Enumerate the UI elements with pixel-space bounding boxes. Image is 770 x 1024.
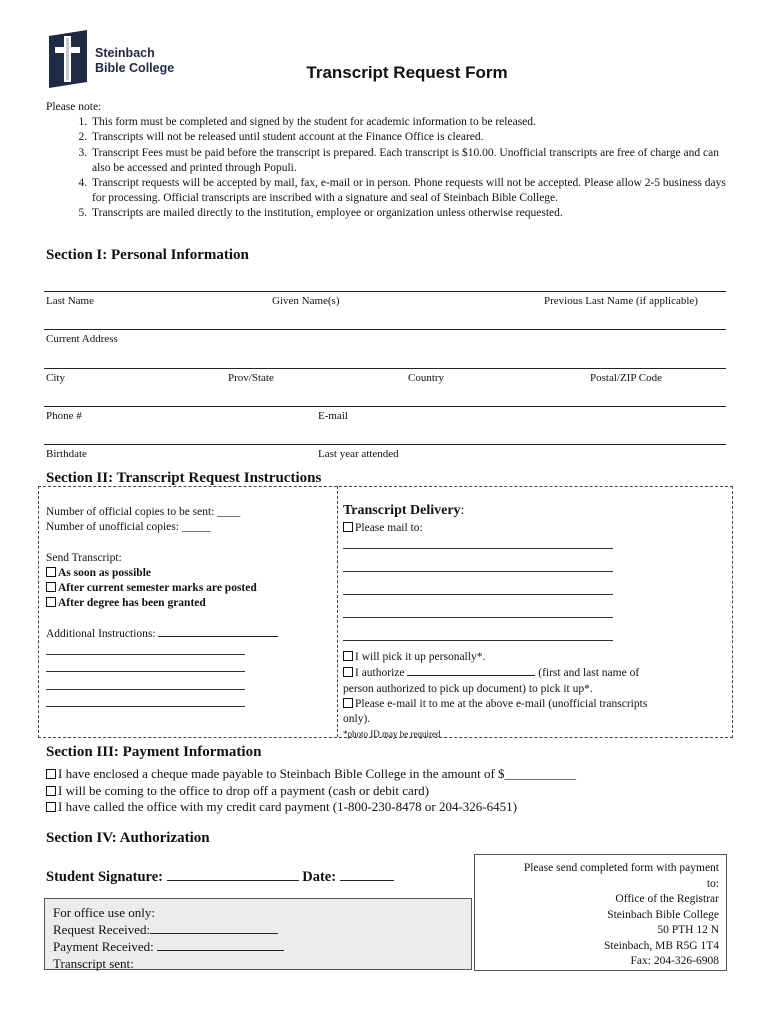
option-label: I have called the office with my credit card payment (1-800-230-8478 or 204-326-6451): [58, 799, 517, 814]
transcript-sent-label: Transcript sent:: [53, 956, 134, 971]
request-received-row: [53, 921, 471, 938]
mail-address-line[interactable]: [343, 594, 613, 595]
payment-options: [46, 766, 576, 816]
section1-heading: Section I: Personal Information: [46, 247, 249, 263]
additional-line[interactable]: [46, 671, 245, 672]
option-mail[interactable]: [343, 521, 423, 536]
current-address-field[interactable]: Current Address: [46, 333, 118, 345]
payment-received-label: Payment Received:: [53, 939, 154, 954]
send-to-line: Fax: 204-326-6908: [630, 955, 719, 967]
mail-address-line[interactable]: [343, 548, 613, 549]
note-item: 5. Transcripts are mailed directly to the institution, employee or organization unless otherwise requested.: [90, 206, 726, 221]
request-received-label: Request Received:: [53, 922, 151, 937]
section2-heading: Section II: Transcript Request Instructions: [46, 470, 322, 486]
previous-last-name-field[interactable]: Previous Last Name (if applicable): [544, 295, 698, 307]
phone-field[interactable]: Phone #: [46, 410, 82, 422]
birthdate-field[interactable]: Birthdate: [46, 448, 87, 460]
rule: [44, 329, 726, 330]
send-to-line: Office of the Registrar: [615, 893, 719, 905]
note-item: 3. Transcript Fees must be paid before the transcript is prepared. Each transcript is $10.00. Unofficial transcripts are free of charge and can also be accessed and printed through Populi.: [90, 146, 726, 176]
option-after-degree[interactable]: [46, 596, 331, 611]
option-office-drop[interactable]: [46, 783, 576, 800]
option-asap[interactable]: [46, 566, 331, 581]
option-label: I have enclosed a cheque made payable to Steinbach Bible College in the amount of $___________: [58, 766, 577, 781]
send-to-line: 50 PTH 12 N: [657, 924, 719, 936]
additional-line[interactable]: [46, 689, 245, 690]
notes: [46, 100, 726, 222]
mail-address-line[interactable]: [343, 571, 613, 572]
option-label-cont: only).: [343, 713, 371, 726]
option-label-cont: person authorized to pick up document) to pick it up*.: [343, 682, 593, 695]
checkbox-icon[interactable]: [343, 667, 353, 677]
option-label: I will be coming to the office to drop off a payment (cash or debit card): [58, 782, 429, 798]
college-name-line1: Steinbach: [95, 46, 155, 60]
option-authorize[interactable]: [343, 665, 723, 681]
country-field[interactable]: Country: [408, 372, 445, 384]
send-to-box: [474, 854, 727, 971]
option-label: I authorize: [355, 667, 405, 680]
checkbox-icon[interactable]: [46, 567, 56, 577]
signature-label: Student Signature:: [46, 869, 163, 885]
send-to-line: Steinbach, MB R5G 1T4: [604, 939, 719, 952]
checkbox-icon[interactable]: [46, 769, 56, 779]
office-use-box: [44, 898, 472, 970]
section3-heading: Section III: Payment Information: [46, 744, 262, 760]
official-copies-field[interactable]: Number of official copies to be sent: ____: [46, 506, 241, 518]
option-label: As soon as possible: [58, 566, 151, 579]
send-to-line: to:: [706, 877, 719, 890]
note-item: 4. Transcript requests will be accepted by mail, fax, e-mail or in person. Phone requests will not be accepted. Please allow 2-5 business days for processing. Official transcripts are inscribed with a signature and seal of Steinbach Bible College.: [90, 176, 726, 206]
option-label: After current semester marks are posted: [58, 582, 257, 595]
option-pickup[interactable]: [343, 650, 723, 665]
college-name-line2: Bible College: [95, 61, 175, 75]
instructions-left-column: [46, 505, 331, 642]
last-year-attended-field[interactable]: Last year attended: [318, 448, 399, 460]
option-cheque[interactable]: [46, 766, 576, 783]
send-transcript-label: Send Transcript:: [46, 551, 122, 564]
date-field[interactable]: [340, 868, 394, 881]
blank-line[interactable]: [158, 626, 278, 637]
delivery-heading-colon: :: [460, 503, 465, 518]
date-label: Date:: [302, 869, 337, 885]
notes-heading: Please note:: [46, 101, 102, 113]
send-to-line: Steinbach Bible College: [607, 908, 719, 921]
email-field[interactable]: E-mail: [318, 410, 348, 422]
city-field[interactable]: City: [46, 372, 65, 384]
photo-id-note: *photo ID may be required: [343, 729, 441, 740]
section4-heading: Section IV: Authorization: [46, 830, 210, 846]
blank-line: [157, 940, 284, 951]
additional-instructions-label: Additional Instructions:: [46, 627, 156, 640]
checkbox-icon[interactable]: [343, 651, 353, 661]
rule: [44, 368, 726, 369]
additional-line[interactable]: [46, 706, 245, 707]
mail-address-line[interactable]: [343, 640, 613, 641]
delivery-options: [343, 650, 723, 743]
last-name-field[interactable]: Last Name: [46, 295, 94, 307]
additional-line[interactable]: [46, 654, 245, 655]
rule: [44, 406, 726, 407]
option-after-semester[interactable]: [46, 581, 331, 596]
office-use-title: For office use only:: [53, 905, 155, 920]
college-logo: [47, 30, 89, 93]
note-item: 2. Transcripts will not be released until student account at the Finance Office is cleared.: [90, 130, 726, 145]
note-item: 1. This form must be completed and signed by the student for academic information to be released.: [90, 115, 726, 130]
authorized-name-blank[interactable]: [407, 665, 535, 676]
postal-zip-field[interactable]: Postal/ZIP Code: [590, 372, 663, 384]
option-credit-card[interactable]: [46, 799, 576, 816]
option-email[interactable]: [343, 697, 723, 712]
column-divider: [337, 486, 338, 737]
rule: [44, 444, 726, 445]
checkbox-icon[interactable]: [343, 698, 353, 708]
payment-received-row: [53, 938, 471, 955]
checkbox-icon[interactable]: [46, 582, 56, 592]
mail-address-line[interactable]: [343, 617, 613, 618]
additional-instructions-field[interactable]: [46, 626, 331, 642]
delivery-heading: [343, 503, 464, 519]
checkbox-icon[interactable]: [343, 522, 353, 532]
blank-line: [150, 923, 278, 934]
prov-state-field[interactable]: Prov/State: [228, 372, 274, 384]
form-title: [0, 63, 770, 83]
signature-line: [46, 868, 394, 886]
checkbox-icon[interactable]: [46, 786, 56, 796]
option-label: After degree has been granted: [58, 597, 206, 610]
rule: [44, 291, 726, 292]
checkbox-icon[interactable]: [46, 802, 56, 812]
form-title-text: Transcript Request Form: [306, 63, 508, 82]
signature-field[interactable]: [167, 868, 299, 881]
option-label-cont: (first and last name of: [538, 667, 640, 680]
delivery-heading-text: Transcript Delivery: [343, 503, 461, 518]
option-label: I will pick it up personally*.: [355, 651, 486, 663]
option-label: Please e-mail it to me at the above e-mail (unofficial transcripts: [355, 697, 648, 710]
send-to-line: Please send completed form with payment: [523, 862, 719, 874]
unofficial-copies-field[interactable]: Number of unofficial copies: _____: [46, 521, 211, 534]
option-label: Please mail to:: [355, 522, 423, 534]
checkbox-icon[interactable]: [46, 597, 56, 607]
given-names-field[interactable]: Given Name(s): [272, 295, 340, 307]
